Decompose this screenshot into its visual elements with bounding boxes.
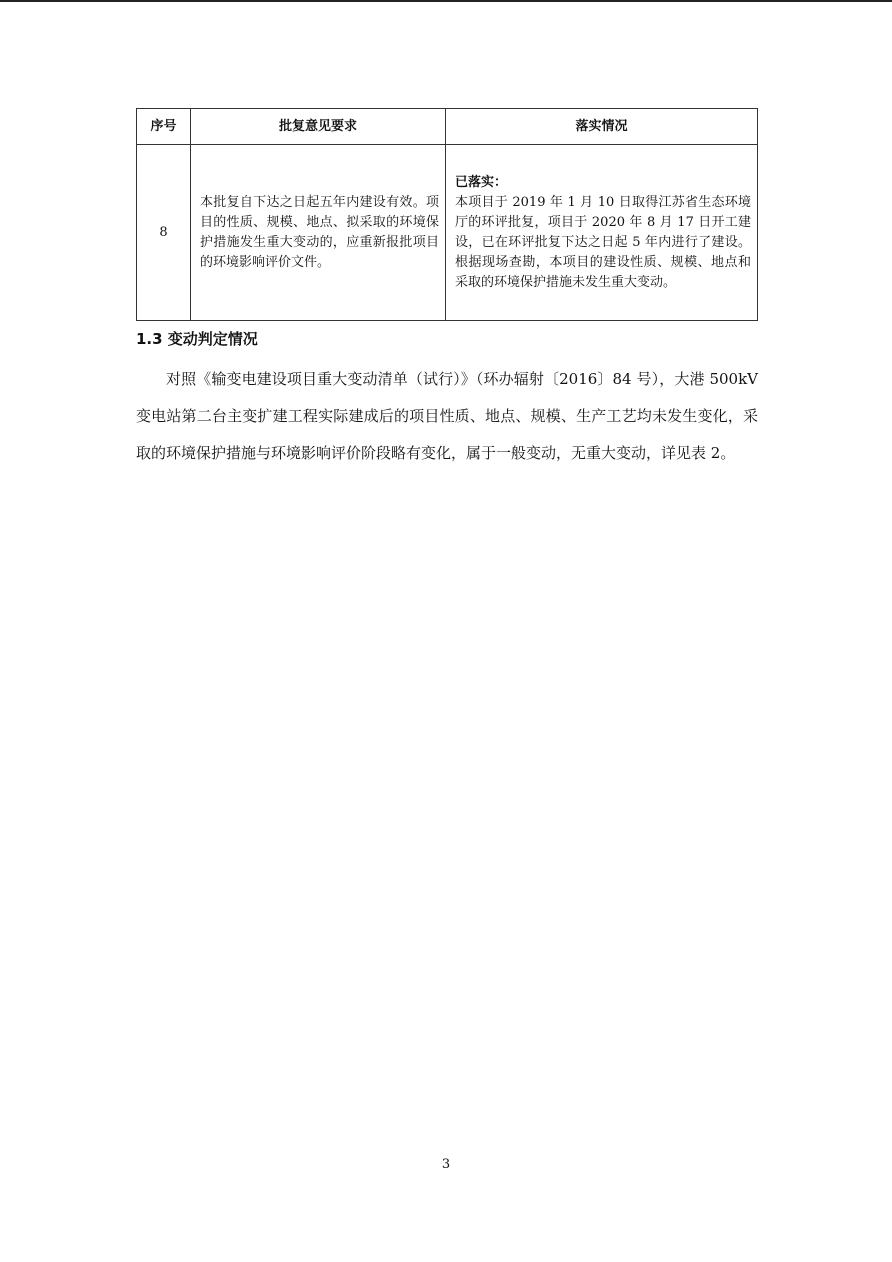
row-number: 8 — [137, 145, 191, 321]
header-requirement: 批复意见要求 — [191, 109, 446, 145]
section-heading: 1.3 变动判定情况 — [136, 330, 258, 348]
approval-table — [136, 108, 758, 321]
implementation-cell — [446, 145, 758, 321]
implementation-status: 已落实： — [455, 174, 508, 190]
requirement-text: 本批复自下达之日起五年内建设有效。项目的性质、规模、地点、拟采取的环境保护措施发生重大变动的，应重新报批项目的环境影响评价文件。 — [191, 145, 446, 321]
page-top-border — [0, 0, 892, 2]
page-number: 3 — [441, 1157, 451, 1172]
header-number: 序号 — [137, 109, 191, 145]
implementation-text: 本项目于 2019 年 1 月 10 日取得江苏省生态环境厅的环评批复，项目于 2020 年 8 月 17 日开工建设，已在环评批复下达之日起 5 年内进行了建设。根据现场查勘，本项目的建设性质、规模、地点和采取的环境保护措施未发生重大变动。 — [455, 194, 751, 290]
table-row — [137, 145, 758, 321]
header-implementation: 落实情况 — [446, 109, 758, 145]
section-paragraph: 对照《输变电建设项目重大变动清单（试行）》（环办辐射〔2016〕84 号），大港 500kV 变电站第二台主变扩建工程实际建成后的项目性质、地点、规模、生产工艺均未发生变化，采取的环境保护措施与环境影响评价阶段略有变化，属于一般变动，无重大变动，详见表 2。 — [136, 370, 758, 462]
table-header-row — [137, 109, 758, 145]
